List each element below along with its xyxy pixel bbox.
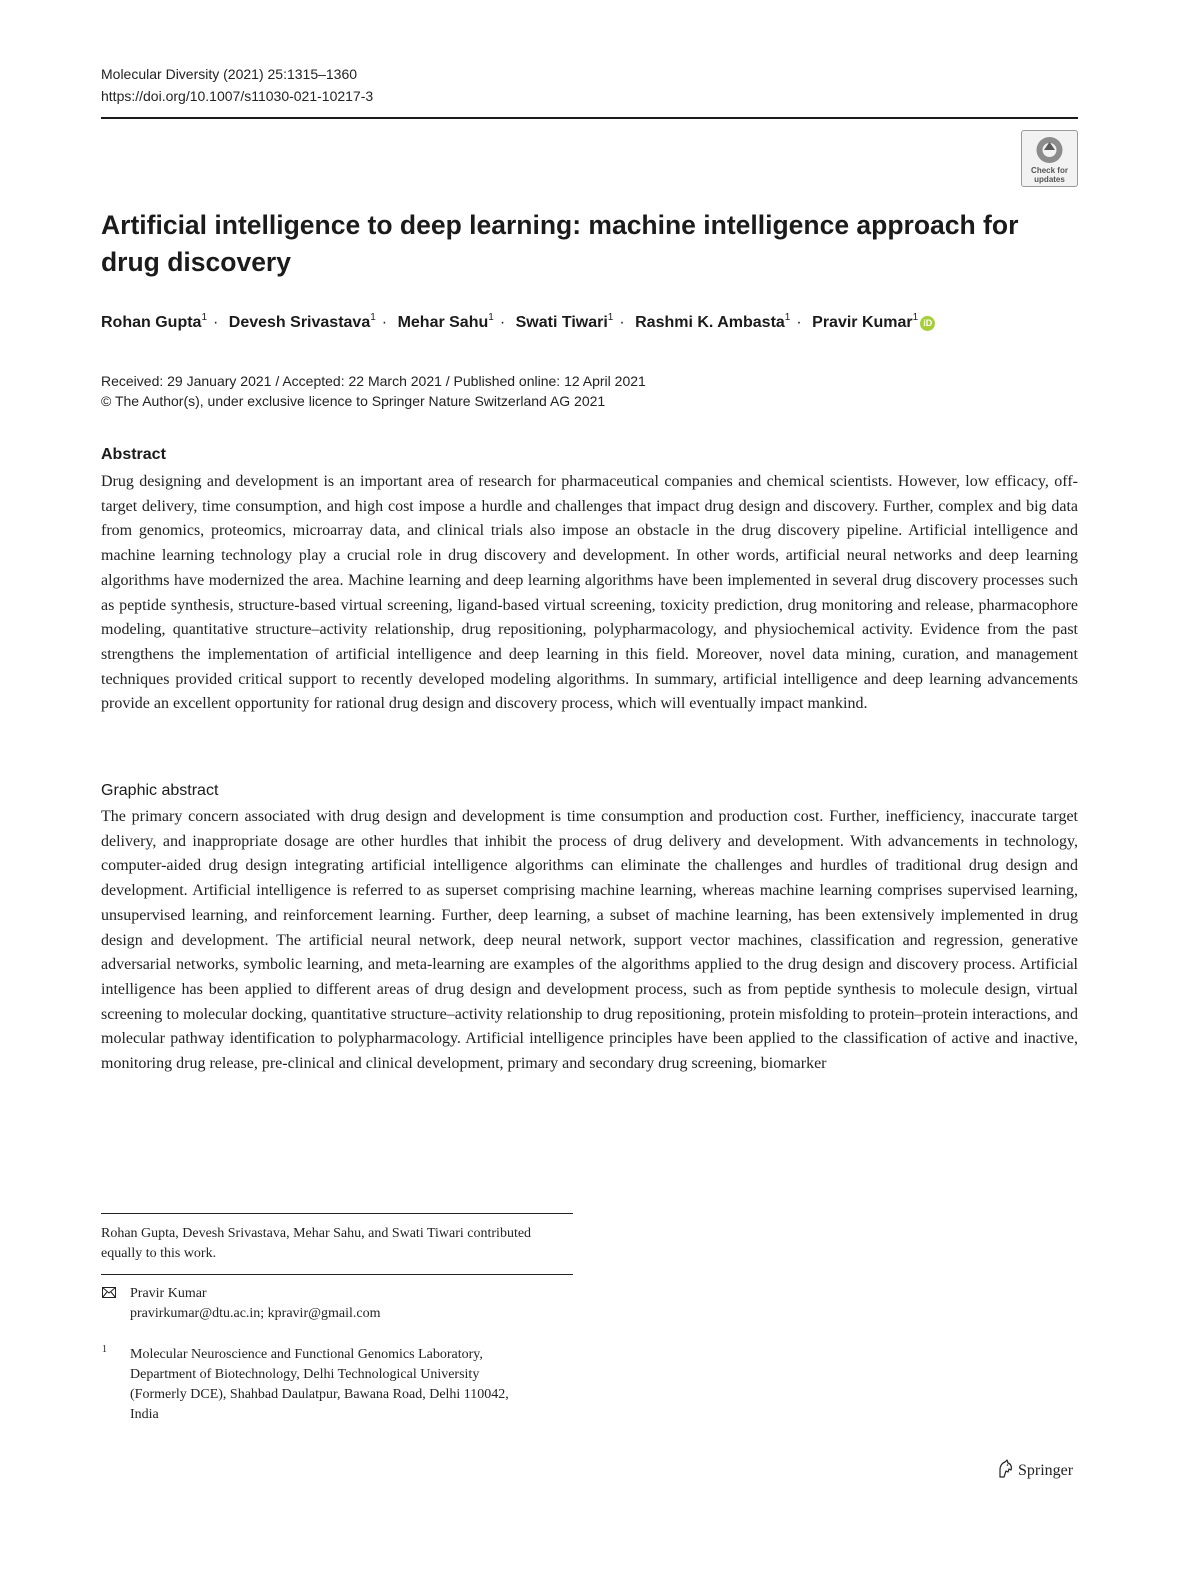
abstract-heading: Abstract bbox=[101, 446, 166, 463]
equal-contribution-note: Rohan Gupta, Devesh Srivastava, Mehar Sahu, and Swati Tiwari contributed equally to this work. bbox=[101, 1226, 532, 1261]
received-accepted-published: Received: 29 January 2021 / Accepted: 22 March 2021 / Published online: 12 April 2021 bbox=[101, 373, 646, 389]
footnote-rule bbox=[101, 1213, 573, 1214]
affiliation-address: Molecular Neuroscience and Functional Genomics Laboratory, Department of Biotechnology, Delhi Technological University (Formerly DCE), Shahbad Daulatpur, Bawana Road, Delhi 110042, India bbox=[130, 1347, 509, 1422]
graphic-abstract-heading: Graphic abstract bbox=[101, 782, 219, 799]
author-affiliation-mark: 1 bbox=[370, 312, 376, 323]
check-for-updates-badge[interactable] bbox=[1021, 130, 1078, 187]
author-affiliation-mark: 1 bbox=[912, 312, 919, 323]
abstract-text: Drug designing and development is an important area of research for pharmaceutical companies and chemical scientists. However, low efficacy, off-target delivery, time consumption, and high cost impose a hurdle and challenges that impact drug design and discovery. Further, complex and big data from genomics, proteomics, microarray data, and clinical trials also impose an obstacle in the drug discovery pipeline. Artificial intelligence and machine learning technology play a crucial role in drug discovery and development. In other words, artificial neural networks and deep learning algorithms have modernized the area. Machine learning and deep learning algorithms have been implemented in several drug discovery processes such as peptide synthesis, structure-based virtual screening, ligand-based virtual screening, toxicity prediction, drug monitoring and release, pharmacophore modeling, quantitative structure–activity relationship, drug repositioning, polypharmacology, and physiochemical activity. Evidence from the past strengthens the implementation of artificial intelligence and deep learning in this field. Moreover, novel data mining, curation, and management techniques provided critical support to recently developed modeling algorithms. In summary, artificial intelligence and deep learning advancements provide an excellent opportunity for rational drug design and discovery process, which will eventually impact mankind. bbox=[101, 473, 1078, 713]
author-affiliation-mark: 1 bbox=[607, 312, 614, 323]
svg-text:Check for: Check for bbox=[1031, 166, 1068, 175]
corresponding-author-name: Pravir Kumar bbox=[130, 1286, 207, 1301]
publication-dates bbox=[101, 371, 646, 411]
doi-link[interactable]: https://doi.org/10.1007/s11030-021-10217-3 bbox=[101, 88, 374, 104]
springer-horse-icon bbox=[996, 1459, 1014, 1479]
springer-logo bbox=[996, 1459, 1073, 1480]
check-for-updates-icon bbox=[1022, 131, 1077, 186]
author-name[interactable]: Swati Tiwari bbox=[515, 314, 608, 331]
header-rule bbox=[101, 117, 1078, 119]
svg-text:updates: updates bbox=[1034, 175, 1065, 184]
author-affiliation-mark: 1 bbox=[784, 312, 791, 323]
affiliation-number: 1 bbox=[102, 1344, 107, 1355]
orcid-icon[interactable]: iD bbox=[920, 316, 935, 331]
envelope-icon bbox=[102, 1287, 116, 1298]
author-name[interactable]: Rohan Gupta bbox=[101, 314, 202, 331]
journal-citation: Molecular Diversity (2021) 25:1315–1360 bbox=[101, 66, 358, 82]
author-affiliation-mark: 1 bbox=[488, 312, 494, 323]
author-name[interactable]: Rashmi K. Ambasta bbox=[635, 314, 785, 331]
author-list: Rohan Gupta$^1$ · Devesh Srivastava$^1$ · Mehar Sahu$^1$ · Swati Tiwari$^1$ · Rashmi K. Ambasta$^1$ · Pravir Kumar$^1$ iD bbox=[101, 312, 935, 332]
author-name[interactable]: Devesh Srivastava bbox=[228, 314, 371, 331]
copyright-notice: © The Author(s), under exclusive licence to Springer Nature Switzerland AG 2021 bbox=[101, 393, 606, 409]
corresponding-author-email[interactable]: pravirkumar@dtu.ac.in; kpravir@gmail.com bbox=[130, 1306, 381, 1321]
author-affiliation-mark: 1 bbox=[201, 312, 207, 323]
author-name[interactable]: Pravir Kumar bbox=[812, 314, 913, 331]
graphic-abstract-text: The primary concern associated with drug design and development is time consumption and production cost. Further, inefficiency, inaccurate target delivery, and inappropriate dosage are other hurdles that inhibit the process of drug delivery and development. With advancements in technology, computer-aided drug design integrating artificial intelligence algorithms can eliminate the challenges and hurdles of traditional drug design and development. Artificial intelligence is referred to as superset comprising machine learning, whereas machine learning comprises supervised learning, unsupervised learning, and reinforcement learning. Further, deep learning, a subset of machine learning, has been extensively implemented in drug design and development. The artificial neural network, deep neural network, support vector machines, classification and regression, generative adversarial networks, symbolic learning, and meta-learning are examples of the algorithms applied to the drug design and discovery process. Artificial intelligence has been applied to different areas of drug design and development process, such as from peptide synthesis to molecule design, virtual screening to molecular docking, quantitative structure–activity relationship to drug repositioning, protein misfolding to protein–protein interactions, and molecular pathway identification to polypharmacology. Artificial intelligence principles have been applied to the classification of active and inactive, monitoring drug release, pre-clinical and clinical development, primary and secondary drug screening, biomarker bbox=[101, 808, 1078, 1073]
paper-title: Artificial intelligence to deep learning: machine intelligence approach for drug discovery bbox=[101, 210, 1019, 277]
publisher-name: Springer bbox=[1018, 1462, 1074, 1479]
footnote-rule bbox=[101, 1274, 573, 1275]
author-name[interactable]: Mehar Sahu bbox=[397, 314, 489, 331]
